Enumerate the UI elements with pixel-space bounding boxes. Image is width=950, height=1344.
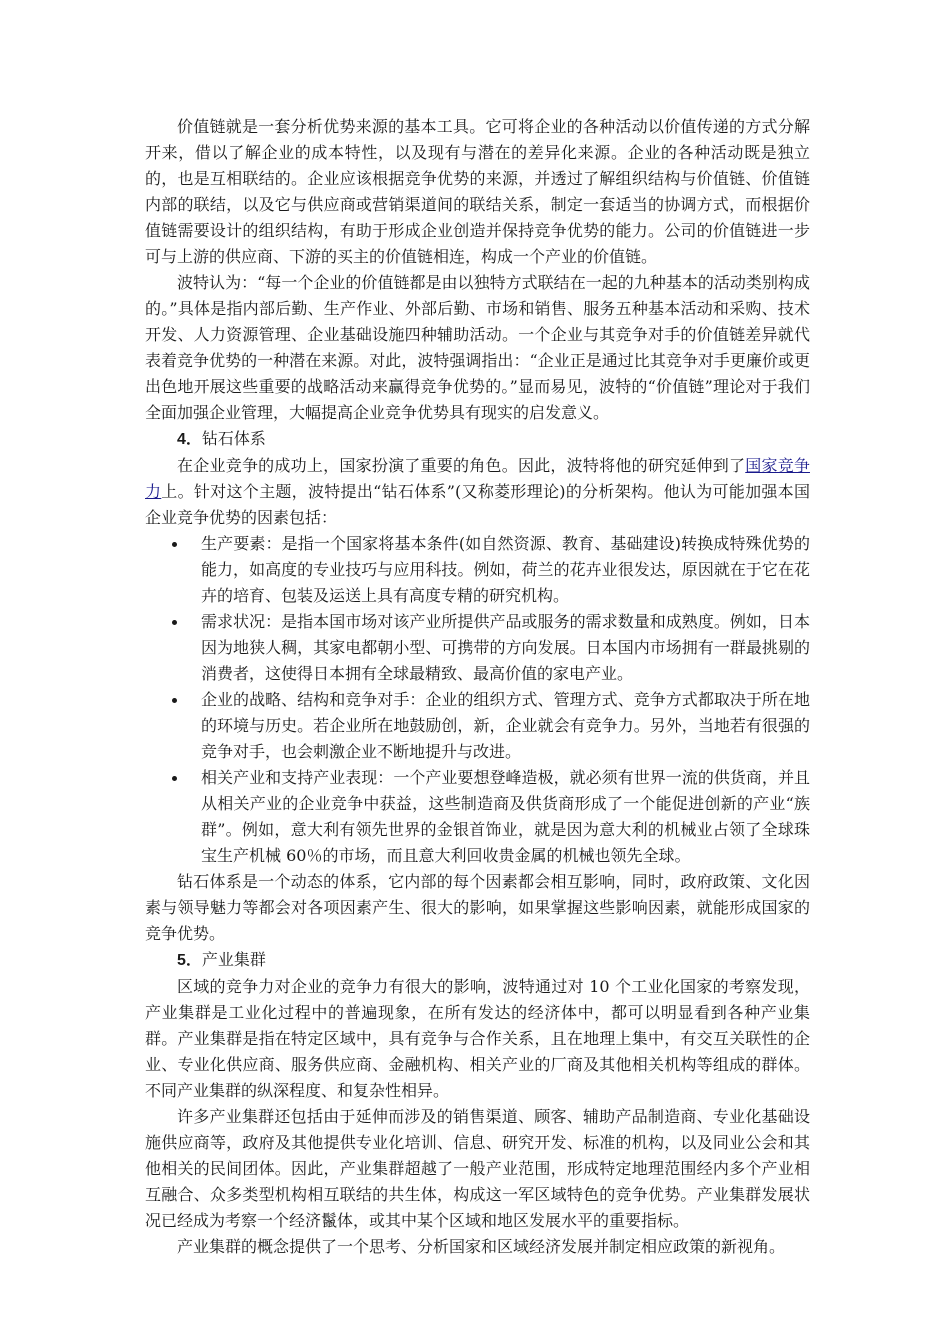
list-item-related-industries	[145, 765, 810, 869]
section-number: 4．	[177, 431, 202, 448]
bullet-icon	[172, 542, 177, 547]
list-item-factor-conditions	[145, 531, 810, 609]
paragraph-text: 上。针对这个主题，波特提出“钻石体系”(又称菱形理论)的分析架构。他认为可能加强本国企业竞争优势的因素包括：	[145, 482, 810, 527]
list-item-firm-strategy	[145, 687, 810, 765]
paragraph-text: 在企业竞争的成功上，国家扮演了重要的角色。因此，波特将他的研究延伸到了	[177, 456, 746, 475]
bullet-icon	[172, 776, 177, 781]
national-competitiveness-link[interactable]: 国家竞争力	[145, 456, 810, 501]
list-item-text: 需求状况：是指本国市场对该产业所提供产品或服务的需求数量和成熟度。例如，日本因为地狭人稠，其家电都朝小型、可携带的方向发展。日本国内市场拥有一群最挑剔的消费者，这使得日本拥有全球最精致、最高价值的家电产业。	[201, 612, 810, 683]
paragraph-diamond-dynamic: 钻石体系是一个动态的体系，它内部的每个因素都会相互影响，同时，政府政策、文化因素与领导魅力等都会对各项因素产生、很大的影响，如果掌握这些影响因素，就能形成国家的竞争优势。	[145, 872, 810, 943]
section-heading-clusters	[145, 947, 810, 974]
document-body	[145, 114, 810, 1260]
section-title: 产业集群	[201, 950, 266, 969]
section-title: 钻石体系	[201, 429, 266, 448]
diamond-factors-list	[145, 531, 810, 869]
section-number: 5．	[177, 952, 202, 969]
paragraph-porter-view: 波特认为：“每一个企业的价值链都是由以独特方式联结在一起的九种基本的活动类别构成的。”具体是指内部后勤、生产作业、外部后勤、市场和销售、服务五种基本活动和采购、技术开发、人力资源管理、企业基础设施四种辅助活动。一个企业与其竞争对手的价值链差异就代表着竞争优势的一种潜在来源。对此，波特强调指出：“企业正是通过比其竞争对手更廉价或更出色地开展这些重要的战略活动来赢得竞争优势的。”显而易见，波特的“价值链”理论对于我们全面加强企业管理，大幅提高企业竞争优势具有现实的启发意义。	[145, 273, 810, 422]
bullet-icon	[172, 620, 177, 625]
list-item-text: 企业的战略、结构和竞争对手：企业的组织方式、管理方式、竞争方式都取决于所在地的环境与历史。若企业所在地鼓励创，新，企业就会有竞争力。另外，当地若有很强的竞争对手，也会刺激企业不断地提升与改进。	[201, 690, 810, 761]
paragraph-cluster-scope: 许多产业集群还包括由于延伸而涉及的销售渠道、顾客、辅助产品制造商、专业化基础设施供应商等，政府及其他提供专业化培训、信息、研究开发、标准的机构，以及同业公会和其他相关的民间团体。因此，产业集群超越了一般产业范围，形成特定地理范围经内多个产业相互融合、众多类型机构相互联结的共生体，构成这一军区域特色的竞争优势。产业集群发展状况已经成为考察一个经济鬣体，或其中某个区域和地区发展水平的重要指标。	[145, 1107, 810, 1230]
list-item-text: 生产要素：是指一个国家将基本条件(如自然资源、教育、基础建设)转换成特殊优势的能力，如高度的专业技巧与应用科技。例如，荷兰的花卉业很发达，原因就在于它在花卉的培育、包装及运送上具有高度专精的研究机构。	[201, 534, 810, 605]
section-heading-diamond	[145, 426, 810, 453]
paragraph-value-chain: 价值链就是一套分析优势来源的基本工具。它可将企业的各种活动以价值传递的方式分解开来，借以了解企业的成本特性，以及现有与潜在的差异化来源。企业的各种活动既是独立的，也是互相联结的。企业应该根据竞争优势的来源，并透过了解组织结构与价值链、价值链内部的联结，以及它与供应商或营销渠道间的联结关系，制定一套适当的协调方式，而根据价值链需要设计的组织结构，有助于形成企业创造并保持竞争优势的能力。公司的价值链进一步可与上游的供应商、下游的买主的价值链相连，构成一个产业的价值链。	[145, 117, 810, 266]
list-item-text: 相关产业和支持产业表现：一个产业要想登峰造极，就必须有世界一流的供货商，并且从相关产业的企业竞争中获益，这些制造商及供货商形成了一个能促进创新的产业“族群”。例如，意大利有领先世界的金银首饰业，就是因为意大利的机械业占领了全球珠宝生产机械 60％的市场，而且意大利回收贵金属的机械也领先全球。	[201, 768, 810, 865]
list-item-demand-conditions	[145, 609, 810, 687]
bullet-icon	[172, 698, 177, 703]
paragraph-cluster-concept: 产业集群的概念提供了一个思考、分析国家和区域经济发展并制定相应政策的新视角。	[177, 1237, 786, 1256]
paragraph-cluster-definition: 区域的竞争力对企业的竞争力有很大的影响，波特通过对 10 个工业化国家的考察发现，产业集群是工业化过程中的普遍现象，在所有发达的经济体中，都可以明显看到各种产业集群。产业集群是指在特定区域中，具有竞争与合作关系，且在地理上集中，有交互关联性的企业、专业化供应商、服务供应商、金融机构、相关产业的厂商及其他相关机构等组成的群体。不同产业集群的纵深程度、和复杂性相异。	[145, 977, 810, 1100]
paragraph-diamond-intro	[145, 453, 810, 531]
